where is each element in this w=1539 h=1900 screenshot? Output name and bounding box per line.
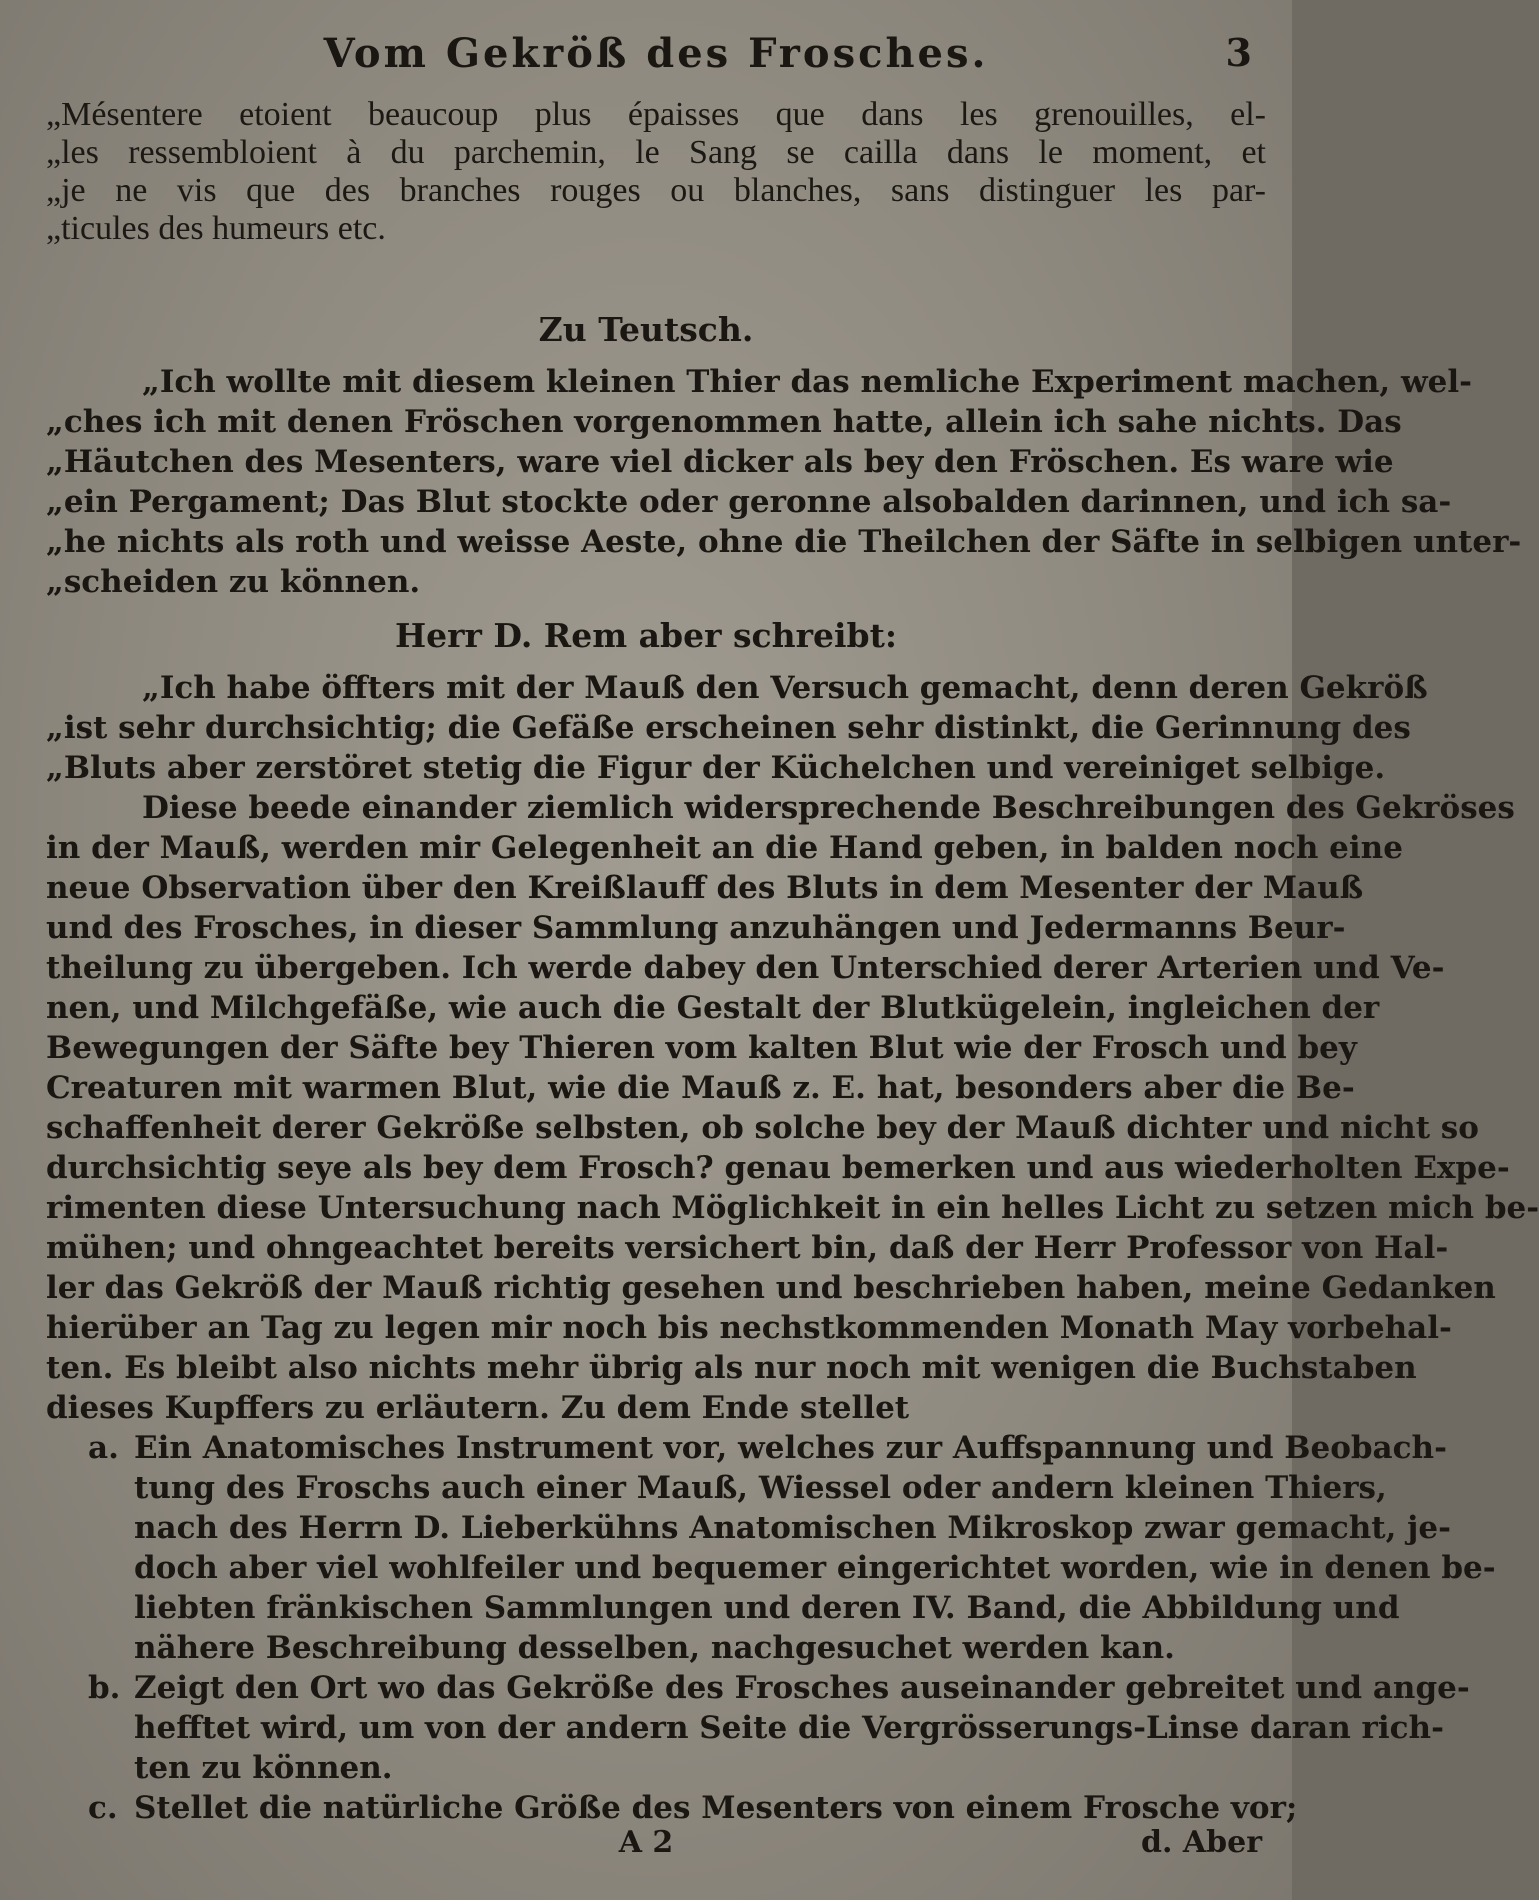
text-line: „scheiden zu können. (46, 564, 421, 600)
legend-item-b (46, 1668, 1470, 1788)
list-marker: c. (88, 1790, 118, 1826)
text-line: Diese beede einander ziemlich widersprechende Beschreibungen des Gekröses (142, 790, 1515, 826)
legend-item-a (46, 1428, 1496, 1668)
text-line: „les ressembloient à du parchemin, le Sang se cailla dans le moment, et (46, 134, 1266, 171)
plate-legend-list (46, 1428, 1496, 1828)
catchword: d. Aber (1140, 1825, 1262, 1860)
text-line: „ticules des humeurs etc. (46, 210, 386, 247)
text-line: neue Observation über den Kreißlauff des Bluts in dem Mesenter der Mauß (46, 870, 1364, 906)
text-line: nach des Herrn D. Lieberkühns Anatomischen Mikroskop zwar gemacht, je- (134, 1510, 1451, 1546)
page-footer (0, 1825, 1292, 1875)
text-line: hierüber an Tag zu legen mir noch bis nechstkommenden Monath May vorbehal- (46, 1310, 1452, 1346)
text-line: nen, und Milchgefäße, wie auch die Gestalt der Blutkügelein, ingleichen der (46, 990, 1380, 1026)
heading-herr-rem: Herr D. Rem aber schreibt: (394, 616, 898, 655)
text-line: hefftet wird, um von der andern Seite die Vergrösserungs-Linse daran rich- (134, 1710, 1444, 1746)
text-line: tung des Froschs auch einer Mauß, Wiessel oder andern kleinen Thiers, (134, 1470, 1387, 1506)
text-line: ler das Gekröß der Mauß richtig gesehen und beschrieben haben, meine Gedanken (46, 1270, 1496, 1306)
text-line: liebten fränkischen Sammlungen und deren IV. Band, die Abbildung und (134, 1590, 1400, 1626)
text-line: und des Frosches, in dieser Sammlung anzuhängen und Jedermanns Beur- (46, 910, 1346, 946)
text-line: „Bluts aber zerstöret stetig die Figur der Küchelchen und vereiniget selbige. (46, 750, 1386, 786)
text-line: „je ne vis que des branches rouges ou blanches, sans distinguer les par- (46, 172, 1266, 209)
text-line: dieses Kupffers zu erläutern. Zu dem Ende stellet (46, 1390, 910, 1426)
list-marker: b. (88, 1670, 121, 1706)
page-title: Vom Gekröß des Frosches. (323, 30, 989, 77)
legend-item-c (46, 1788, 1298, 1828)
rem-quote (46, 668, 1428, 788)
text-line: „he nichts als roth und weisse Aeste, ohne die Theilchen der Säfte in selbigen unter- (46, 524, 1522, 560)
text-line: mühen; und ohngeachtet bereits versichert bin, daß der Herr Professor von Hal- (46, 1230, 1449, 1266)
text-line: Stellet die natürliche Größe des Mesenters von einem Frosche vor; (134, 1790, 1298, 1826)
text-line: „ist sehr durchsichtig; die Gefäße erscheinen sehr distinkt, die Gerinnung des (46, 710, 1411, 746)
text-line: Creaturen mit warmen Blut, wie die Mauß z. E. hat, besonders aber die Be- (46, 1070, 1355, 1106)
text-line: rimenten diese Untersuchung nach Möglichkeit in ein helles Licht zu setzen mich be- (46, 1190, 1539, 1226)
text-line: „Mésentere etoient beaucoup plus épaisses que dans les grenouilles, el- (46, 96, 1266, 133)
text-line: „Ich habe öffters mit der Mauß den Versuch gemacht, denn deren Gekröß (142, 670, 1428, 706)
text-line: „ein Pergament; Das Blut stockte oder geronne alsobalden darinnen, und ich sa- (46, 484, 1452, 520)
text-line: Bewegungen der Säfte bey Thieren vom kalten Blut wie der Frosch und bey (46, 1030, 1357, 1066)
page-number: 3 (1225, 30, 1252, 75)
text-line: Zeigt den Ort wo das Gekröße des Frosches auseinander gebreitet und ange- (134, 1670, 1470, 1706)
text-line: ten zu können. (134, 1750, 393, 1786)
heading-zu-teutsch: Zu Teutsch. (538, 310, 754, 349)
french-quote (46, 96, 1266, 248)
text-line: ten. Es bleibt also nichts mehr übrig als nur noch mit wenigen die Buchstaben (46, 1350, 1417, 1386)
text-line: doch aber viel wohlfeiler und bequemer eingerichtet worden, wie in denen be- (134, 1550, 1496, 1586)
running-header (50, 26, 1262, 86)
text-line: durchsichtig seye als bey dem Frosch? genau bemerken und aus wiederholten Expe- (46, 1150, 1510, 1186)
text-line: nähere Beschreibung desselben, nachgesuchet werden kan. (134, 1630, 1175, 1666)
german-translation-quote (46, 362, 1522, 602)
text-line: schaffenheit derer Gekröße selbsten, ob solche bey der Mauß dichter und nicht so (46, 1110, 1479, 1146)
text-line: theilung zu übergeben. Ich werde dabey den Unterschied derer Arterien und Ve- (46, 950, 1445, 986)
list-marker: a. (88, 1430, 119, 1466)
text-line: in der Mauß, werden mir Gelegenheit an die Hand geben, in balden noch eine (46, 830, 1403, 866)
text-line: Ein Anatomisches Instrument vor, welches zur Auffspannung und Beobach- (134, 1430, 1447, 1466)
text-line: „Häutchen des Mesenters, ware viel dicker als bey den Fröschen. Es ware wie (46, 444, 1394, 480)
text-line: „ches ich mit denen Fröschen vorgenommen hatte, allein ich sahe nichts. Das (46, 404, 1402, 440)
text-line: „Ich wollte mit diesem kleinen Thier das nemliche Experiment machen, wel- (142, 364, 1473, 400)
main-paragraph (46, 788, 1539, 1428)
signature-mark: A 2 (618, 1825, 674, 1860)
